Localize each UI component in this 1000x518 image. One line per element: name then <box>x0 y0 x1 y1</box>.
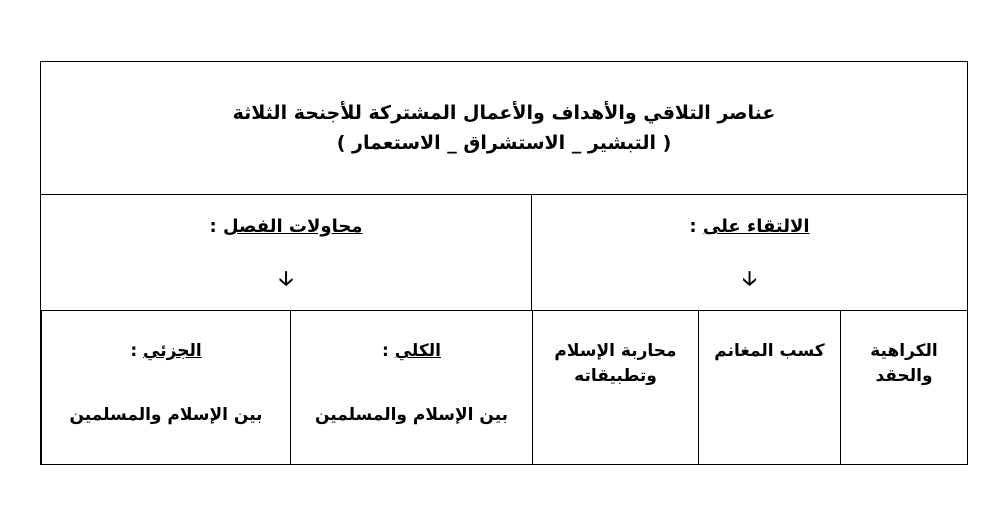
cell-partial-colon: : <box>130 341 144 361</box>
diagram-table <box>40 61 968 465</box>
branch-convergence-heading <box>532 215 967 239</box>
cell-partial <box>41 311 290 464</box>
branch-convergence-label: الالتقاء على <box>702 216 810 237</box>
branch-separation-colon: : <box>209 216 223 237</box>
branch-convergence <box>532 195 967 311</box>
diagram-title: عناصر التلاقي والأهداف والأعمال المشتركة للأجنحة الثلاثة <box>232 102 776 124</box>
cell-total-body: بين الإسلام والمسلمين <box>314 405 509 425</box>
leaf-row <box>41 311 967 464</box>
down-arrow-icon: 🡣 <box>278 266 294 290</box>
cell-spoils <box>698 311 840 464</box>
cell-total-heading <box>291 339 532 364</box>
cell-hatred <box>840 311 967 464</box>
branch-row <box>41 195 967 311</box>
cell-fighting <box>532 311 698 464</box>
branch-separation <box>41 195 532 311</box>
branch-separation-heading <box>41 215 531 239</box>
cell-total <box>290 311 532 464</box>
cell-partial-body: بين الإسلام والمسلمين <box>69 405 263 425</box>
cell-total-label: الكلي <box>394 341 441 361</box>
cell-total-colon: : <box>382 341 395 361</box>
down-arrow-icon: 🡣 <box>742 266 757 290</box>
diagram-subtitle: ( التبشير _ الاستشراق _ الاستعمار ) <box>336 132 672 154</box>
cell-partial-heading <box>42 339 290 364</box>
branch-separation-label: محاولات الفصل <box>222 216 363 237</box>
cell-partial-label: الجزئي <box>143 341 202 361</box>
cell-hatred-text: الكراهية والحقد <box>870 341 938 386</box>
cell-spoils-text: كسب المغانم <box>714 341 825 361</box>
title-row <box>41 62 967 195</box>
branch-convergence-colon: : <box>689 216 703 237</box>
cell-fighting-text: محاربة الإسلام وتطبيقاته <box>554 341 677 386</box>
